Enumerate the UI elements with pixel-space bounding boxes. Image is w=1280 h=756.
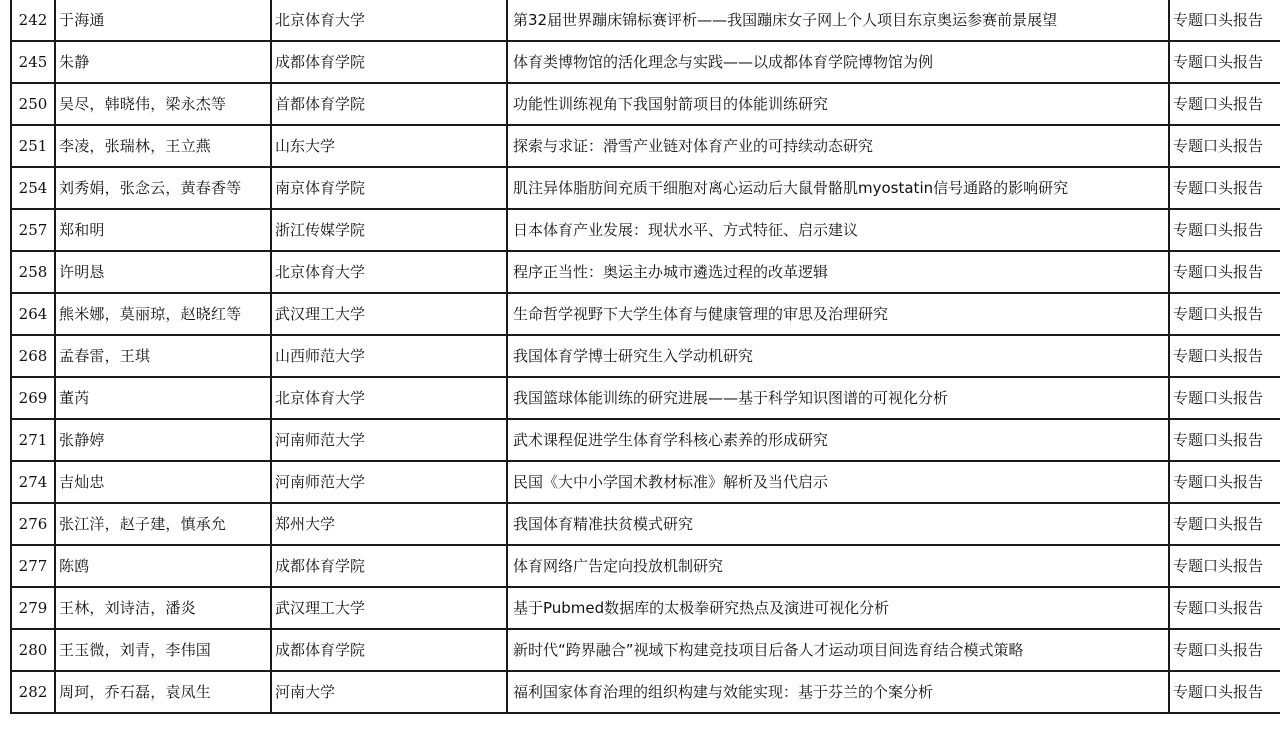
- cell-id: 277: [11, 545, 55, 587]
- cell-authors: 刘秀娟，张念云，黄春香等: [55, 167, 271, 209]
- table-row: [11, 629, 1280, 671]
- cell-authors: 于海通: [55, 0, 271, 41]
- table-row: [11, 293, 1280, 335]
- cell-institution: 武汉理工大学: [271, 293, 507, 335]
- cell-id: 245: [11, 41, 55, 83]
- cell-authors: 周珂，乔石磊，袁凤生: [55, 671, 271, 713]
- cell-title: 福利国家体育治理的组织构建与效能实现：基于芬兰的个案分析: [507, 671, 1169, 713]
- cell-institution: 首都体育学院: [271, 83, 507, 125]
- cell-authors: 熊米娜，莫丽琼，赵晓红等: [55, 293, 271, 335]
- table-row: [11, 125, 1280, 167]
- cell-title: 基于Pubmed数据库的太极拳研究热点及演进可视化分析: [507, 587, 1169, 629]
- cell-title: 民国《大中小学国术教材标准》解析及当代启示: [507, 461, 1169, 503]
- cell-authors: 郑和明: [55, 209, 271, 251]
- cell-id: 242: [11, 0, 55, 41]
- cell-institution: 河南大学: [271, 671, 507, 713]
- cell-type: 专题口头报告: [1169, 461, 1280, 503]
- cell-type: 专题口头报告: [1169, 587, 1280, 629]
- cell-id: 258: [11, 251, 55, 293]
- cell-authors: 陈鸥: [55, 545, 271, 587]
- cell-title: 程序正当性：奥运主办城市遴选过程的改革逻辑: [507, 251, 1169, 293]
- cell-institution: 浙江传媒学院: [271, 209, 507, 251]
- table-row: [11, 503, 1280, 545]
- cell-title: 我国体育精准扶贫模式研究: [507, 503, 1169, 545]
- cell-authors: 孟春雷，王琪: [55, 335, 271, 377]
- cell-id: 268: [11, 335, 55, 377]
- cell-type: 专题口头报告: [1169, 251, 1280, 293]
- cell-type: 专题口头报告: [1169, 41, 1280, 83]
- cell-id: 279: [11, 587, 55, 629]
- table-row: [11, 335, 1280, 377]
- table-body: [11, 0, 1280, 713]
- cell-type: 专题口头报告: [1169, 671, 1280, 713]
- cell-type: 专题口头报告: [1169, 0, 1280, 41]
- cell-institution: 成都体育学院: [271, 41, 507, 83]
- table-row: [11, 167, 1280, 209]
- cell-title: 我国篮球体能训练的研究进展——基于科学知识图谱的可视化分析: [507, 377, 1169, 419]
- cell-id: 280: [11, 629, 55, 671]
- cell-id: 271: [11, 419, 55, 461]
- cell-institution: 河南师范大学: [271, 419, 507, 461]
- cell-institution: 山东大学: [271, 125, 507, 167]
- cell-institution: 武汉理工大学: [271, 587, 507, 629]
- cell-authors: 朱静: [55, 41, 271, 83]
- cell-title: 日本体育产业发展：现状水平、方式特征、启示建议: [507, 209, 1169, 251]
- cell-id: 282: [11, 671, 55, 713]
- table-row: [11, 41, 1280, 83]
- cell-institution: 山西师范大学: [271, 335, 507, 377]
- cell-authors: 王林，刘诗洁，潘炎: [55, 587, 271, 629]
- cell-type: 专题口头报告: [1169, 293, 1280, 335]
- cell-authors: 李凌，张瑞林，王立燕: [55, 125, 271, 167]
- cell-authors: 张江洋，赵子建，慎承允: [55, 503, 271, 545]
- cell-id: 254: [11, 167, 55, 209]
- cell-type: 专题口头报告: [1169, 125, 1280, 167]
- cell-type: 专题口头报告: [1169, 419, 1280, 461]
- cell-id: 264: [11, 293, 55, 335]
- table-row: [11, 209, 1280, 251]
- cell-institution: 成都体育学院: [271, 545, 507, 587]
- cell-type: 专题口头报告: [1169, 335, 1280, 377]
- cell-id: 274: [11, 461, 55, 503]
- cell-title: 肌注异体脂肪间充质干细胞对离心运动后大鼠骨骼肌myostatin信号通路的影响研究: [507, 167, 1169, 209]
- cell-id: 251: [11, 125, 55, 167]
- cell-title: 探索与求证：滑雪产业链对体育产业的可持续动态研究: [507, 125, 1169, 167]
- cell-title: 体育网络广告定向投放机制研究: [507, 545, 1169, 587]
- cell-type: 专题口头报告: [1169, 377, 1280, 419]
- cell-authors: 董芮: [55, 377, 271, 419]
- cell-type: 专题口头报告: [1169, 545, 1280, 587]
- cell-title: 功能性训练视角下我国射箭项目的体能训练研究: [507, 83, 1169, 125]
- table-row: [11, 461, 1280, 503]
- abstract-list-sheet: [10, 0, 1280, 714]
- table-row: [11, 83, 1280, 125]
- cell-title: 我国体育学博士研究生入学动机研究: [507, 335, 1169, 377]
- cell-type: 专题口头报告: [1169, 503, 1280, 545]
- cell-title: 武术课程促进学生体育学科核心素养的形成研究: [507, 419, 1169, 461]
- cell-institution: 河南师范大学: [271, 461, 507, 503]
- table-row: [11, 587, 1280, 629]
- cell-type: 专题口头报告: [1169, 209, 1280, 251]
- cell-institution: 北京体育大学: [271, 377, 507, 419]
- cell-type: 专题口头报告: [1169, 83, 1280, 125]
- cell-authors: 吴尽，韩晓伟，梁永杰等: [55, 83, 271, 125]
- table-row: [11, 377, 1280, 419]
- table-row: [11, 545, 1280, 587]
- cell-id: 269: [11, 377, 55, 419]
- cell-title: 体育类博物馆的活化理念与实践——以成都体育学院博物馆为例: [507, 41, 1169, 83]
- cell-type: 专题口头报告: [1169, 629, 1280, 671]
- table-row: [11, 251, 1280, 293]
- cell-institution: 郑州大学: [271, 503, 507, 545]
- cell-authors: 张静婷: [55, 419, 271, 461]
- cell-title: 新时代“跨界融合”视域下构建竞技项目后备人才运动项目间选育结合模式策略: [507, 629, 1169, 671]
- cell-id: 276: [11, 503, 55, 545]
- cell-authors: 王玉微，刘青，李伟国: [55, 629, 271, 671]
- table-row: [11, 419, 1280, 461]
- cell-title: 第32届世界蹦床锦标赛评析——我国蹦床女子网上个人项目东京奥运参赛前景展望: [507, 0, 1169, 41]
- cell-institution: 南京体育学院: [271, 167, 507, 209]
- cell-institution: 北京体育大学: [271, 0, 507, 41]
- cell-id: 250: [11, 83, 55, 125]
- cell-authors: 许明恳: [55, 251, 271, 293]
- table-row: [11, 0, 1280, 41]
- table-row: [11, 671, 1280, 713]
- cell-institution: 北京体育大学: [271, 251, 507, 293]
- cell-id: 257: [11, 209, 55, 251]
- cell-institution: 成都体育学院: [271, 629, 507, 671]
- cell-title: 生命哲学视野下大学生体育与健康管理的审思及治理研究: [507, 293, 1169, 335]
- abstract-table: [10, 0, 1280, 714]
- cell-type: 专题口头报告: [1169, 167, 1280, 209]
- cell-authors: 吉灿忠: [55, 461, 271, 503]
